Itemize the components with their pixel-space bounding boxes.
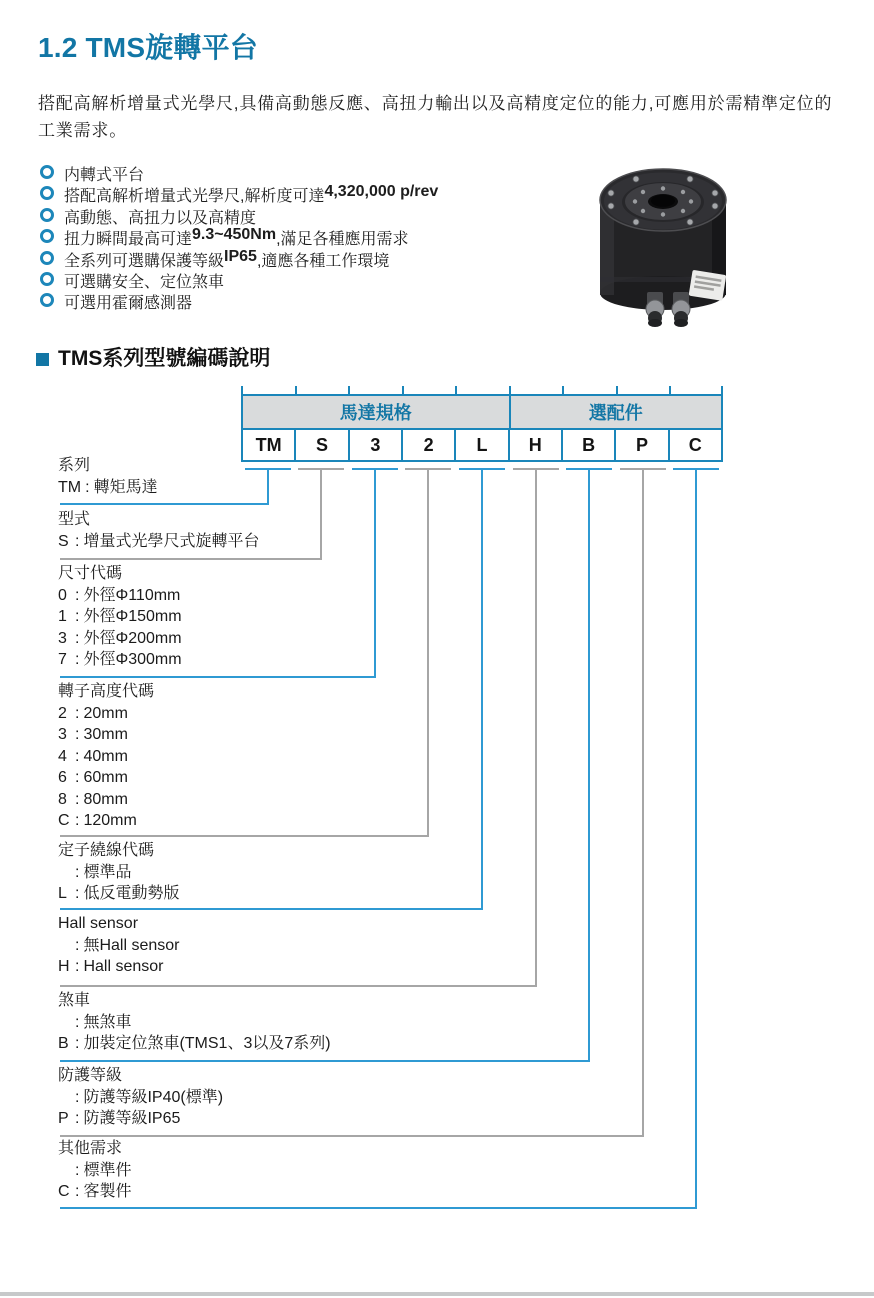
bullet-ring-icon <box>40 293 54 307</box>
legend-group <box>58 913 180 978</box>
legend-group <box>58 1065 223 1130</box>
legend-entry <box>58 935 180 957</box>
footer-bar <box>0 1292 874 1296</box>
connector-underline <box>60 503 269 505</box>
column-tick <box>562 386 564 394</box>
legend-desc: 防護等級IP40(標準) <box>83 1088 224 1106</box>
legend-desc: 防護等級IP65 <box>83 1110 181 1127</box>
legend-desc: Hall sensor <box>83 958 164 975</box>
legend-desc: 40mm <box>83 747 128 765</box>
model-code-cell: L <box>454 430 507 460</box>
legend-colon: : <box>75 769 80 786</box>
legend-entry <box>58 1033 331 1055</box>
model-code-table <box>241 394 723 462</box>
legend-label: 系列 <box>58 457 91 474</box>
legend-code: 1 <box>58 608 67 625</box>
table-group-header-cell: 選配件 <box>509 396 721 428</box>
connector-underline <box>60 1207 697 1209</box>
connector-underline <box>60 835 429 837</box>
legend-colon: : <box>85 478 90 496</box>
column-tick <box>509 386 511 394</box>
bullet-ring-icon <box>40 272 54 286</box>
legend-desc: 外徑Φ200mm <box>83 629 182 647</box>
legend-group <box>58 1138 131 1203</box>
legend-entry <box>58 628 182 650</box>
model-code-cell: 3 <box>348 430 401 460</box>
legend-entry <box>58 1181 131 1203</box>
bullet-ring-icon <box>40 186 54 200</box>
legend-desc: 標準件 <box>83 1161 132 1179</box>
legend-entry <box>58 724 154 746</box>
legend-colon: : <box>75 704 80 722</box>
bullet-ring-icon <box>40 251 54 265</box>
legend-colon: : <box>75 790 80 808</box>
legend-colon: : <box>75 958 80 975</box>
legend-desc: 30mm <box>83 726 128 743</box>
bullet-ring-icon <box>40 208 54 222</box>
legend-label: 尺寸代碼 <box>58 565 123 582</box>
legend-code: C <box>58 812 70 829</box>
legend-entry <box>58 1012 331 1034</box>
feature-text: 9.3~450Nm <box>192 226 277 244</box>
legend-entry <box>58 810 154 832</box>
connector-vline <box>642 470 644 1137</box>
legend-colon: : <box>75 1161 80 1179</box>
legend-label: 防護等級 <box>58 1067 123 1084</box>
legend-colon: : <box>75 936 80 954</box>
legend-entry <box>58 1108 223 1130</box>
feature-text: ,適應各種工作環境 <box>256 252 390 270</box>
feature-text: 扭力瞬間最高可達 <box>64 231 193 249</box>
legend-desc: 外徑Φ110mm <box>83 586 181 604</box>
legend-entry <box>58 767 154 789</box>
connector-underline <box>60 908 483 910</box>
intro-paragraph: 搭配高解析增量式光學尺,具備高動態反應、高扭力輸出以及高精度定位的能力,可應用於需精準定位的工業需求。 <box>38 94 833 140</box>
legend-desc: 無Hall sensor <box>83 936 180 954</box>
legend-entry <box>58 883 179 905</box>
legend-code: 8 <box>58 790 67 808</box>
legend-group <box>58 681 154 832</box>
connector-underline <box>60 1060 590 1062</box>
legend-colon: : <box>75 629 80 647</box>
legend-code: 6 <box>58 769 67 786</box>
feature-text: ,滿足各種應用需求 <box>276 231 409 249</box>
legend-entry <box>58 956 180 978</box>
legend-desc: 120mm <box>83 812 137 829</box>
column-tick <box>402 386 404 394</box>
model-code-cell: TM <box>255 434 282 455</box>
legend-entry <box>58 585 182 607</box>
column-tick <box>348 386 350 394</box>
legend-colon: : <box>75 1183 80 1200</box>
legend-desc: 低反電動勢版 <box>83 885 180 902</box>
rotary-motor-illustration <box>593 160 738 335</box>
connector-underline <box>60 676 376 678</box>
legend-group <box>58 990 331 1055</box>
legend-code: 3 <box>58 726 67 743</box>
bullet-ring-icon <box>40 229 54 243</box>
feature-text: 可選購安全、定位煞車 <box>64 273 225 291</box>
legend-desc: 加裝定位煞車(TMS1、3以及7系列) <box>83 1035 331 1052</box>
legend-desc: 外徑Φ150mm <box>83 608 182 625</box>
connector-vline <box>427 470 429 837</box>
legend-code: 4 <box>58 747 67 765</box>
connector-underline <box>60 1135 644 1137</box>
feature-text: 4,320,000 p/rev <box>324 183 439 201</box>
model-code-cell: C <box>668 430 721 460</box>
feature-item <box>38 226 438 247</box>
legend-code: S <box>58 532 69 550</box>
legend-colon: : <box>75 651 80 668</box>
legend-colon: : <box>75 1035 80 1052</box>
legend-group <box>58 455 158 498</box>
feature-item <box>38 205 438 226</box>
legend-code: TM <box>58 478 82 496</box>
legend-desc: 20mm <box>83 704 128 722</box>
connector-vline <box>535 470 537 987</box>
feature-text: IP65 <box>224 247 257 265</box>
feature-item <box>38 248 438 269</box>
table-header-row <box>243 396 721 430</box>
connector-vline <box>320 470 322 560</box>
legend-colon: : <box>75 885 80 902</box>
feature-item <box>38 290 438 311</box>
legend-code: H <box>58 958 70 975</box>
legend-entry <box>58 649 182 671</box>
legend-desc: 無煞車 <box>83 1013 132 1031</box>
feature-item <box>38 183 438 204</box>
section-title: TMS系列型號編碼說明 <box>58 347 271 370</box>
connector-vline <box>374 470 376 678</box>
feature-text: 内轉式平台 <box>64 167 145 184</box>
legend-desc: 轉矩馬達 <box>93 478 158 496</box>
legend-colon: : <box>75 863 80 881</box>
model-code-cell: B <box>561 430 614 460</box>
feature-item <box>38 162 438 183</box>
legend-group <box>58 840 179 905</box>
model-code-cell: H <box>508 430 561 460</box>
legend-label: 其他需求 <box>58 1140 123 1157</box>
legend-colon: : <box>75 812 80 829</box>
legend-entry <box>58 1087 223 1109</box>
legend-entry <box>58 606 182 628</box>
legend-desc: 80mm <box>83 790 128 808</box>
feature-text: 可選用霍爾感測器 <box>64 295 193 313</box>
legend-desc: 標準品 <box>83 863 132 881</box>
product-photo <box>593 160 738 335</box>
model-code-cell: 2 <box>401 430 454 460</box>
legend-label: 煞車 <box>58 992 91 1009</box>
model-code-cell: P <box>614 430 667 460</box>
legend-entry <box>58 1160 131 1182</box>
column-tick <box>455 386 457 394</box>
square-bullet-icon <box>36 353 49 366</box>
legend-entry <box>58 531 259 553</box>
legend-desc: 客製件 <box>83 1183 132 1200</box>
legend-code: 3 <box>58 629 67 647</box>
legend-entry <box>58 703 154 725</box>
legend-code: 2 <box>58 704 67 722</box>
column-tick <box>669 386 671 394</box>
legend-code: P <box>58 1110 69 1127</box>
connector-underline <box>60 558 322 560</box>
connector-vline <box>267 470 269 505</box>
legend-code: C <box>58 1183 70 1200</box>
legend-entry <box>58 477 158 499</box>
legend-code: 0 <box>58 586 67 604</box>
legend-colon: : <box>75 726 80 743</box>
connector-underline <box>60 985 537 987</box>
column-tick <box>616 386 618 394</box>
feature-text: 高動態、高扭力以及高精度 <box>64 209 257 227</box>
column-tick <box>721 386 723 394</box>
legend-colon: : <box>75 1110 80 1127</box>
page-title: 1.2 TMS旋轉平台 <box>38 32 259 63</box>
legend-entry <box>58 789 154 811</box>
feature-text: 搭配高解析增量式光學尺,解析度可達 <box>64 188 325 206</box>
table-code-row <box>243 430 721 460</box>
legend-colon: : <box>75 532 80 550</box>
legend-label: 定子繞線代碼 <box>58 842 155 859</box>
legend-label: 型式 <box>58 511 91 528</box>
legend-entry <box>58 862 179 884</box>
column-tick <box>241 386 243 394</box>
connector-vline <box>588 470 590 1062</box>
feature-text: 全系列可選購保護等級 <box>64 252 225 270</box>
column-tick <box>295 386 297 394</box>
legend-code: 7 <box>58 651 67 668</box>
legend-entry <box>58 746 154 768</box>
legend-colon: : <box>75 747 80 765</box>
connector-vline <box>695 470 697 1209</box>
legend-label: Hall sensor <box>58 915 139 932</box>
feature-list <box>38 162 438 312</box>
table-group-header-cell: 馬達規格 <box>339 403 412 423</box>
legend-colon: : <box>75 1088 80 1106</box>
legend-group <box>58 509 259 552</box>
legend-colon: : <box>75 586 80 604</box>
legend-desc: 60mm <box>83 769 128 786</box>
feature-item <box>38 269 438 290</box>
legend-desc: 增量式光學尺式旋轉平台 <box>83 532 260 550</box>
legend-code: B <box>58 1035 69 1052</box>
legend-colon: : <box>75 608 80 625</box>
legend-label: 轉子高度代碼 <box>58 683 155 700</box>
legend-group <box>58 563 182 671</box>
connector-vline <box>481 470 483 910</box>
bullet-ring-icon <box>40 165 54 179</box>
model-code-cell: S <box>294 430 347 460</box>
legend-colon: : <box>75 1013 80 1031</box>
legend-code: L <box>58 885 67 902</box>
section-heading <box>36 346 270 372</box>
legend-desc: 外徑Φ300mm <box>83 651 182 668</box>
